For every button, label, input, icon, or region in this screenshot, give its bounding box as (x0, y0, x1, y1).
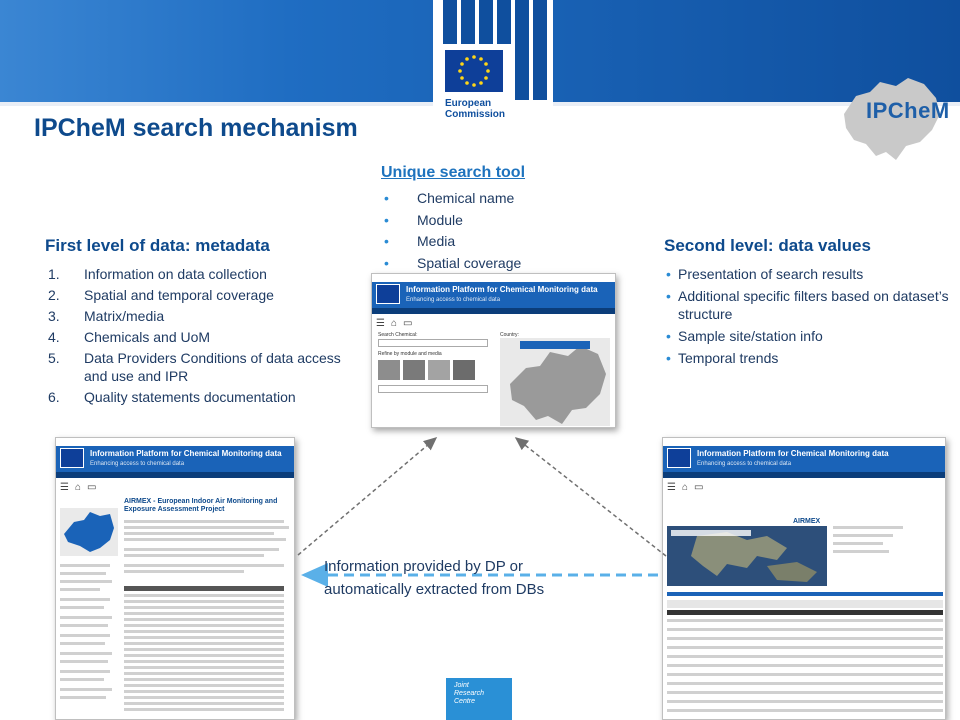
eu-flag-icon (667, 448, 691, 468)
arrow-right-to-search (516, 438, 666, 556)
cart-icon: ▭ (87, 482, 97, 493)
data-values-screenshot: Information Platform for Chemical Monitoring data Enhancing access to chemical data ☰ ⌂ ▭ AIRMEX (662, 437, 946, 720)
map-icon (667, 526, 827, 586)
list-item: • Chemical name (382, 189, 521, 207)
menu-icon: ☰ (60, 482, 69, 493)
list-item: 2. Spatial and temporal coverage (48, 287, 274, 303)
europe-map-icon (500, 338, 610, 426)
slide-title: IPCheM search mechanism (34, 114, 358, 142)
menu-icon: ☰ (667, 482, 676, 493)
info-caption: Information provided by DP or automatically extracted from DBs (324, 558, 545, 598)
data-values-heading: Second level: data values (664, 236, 871, 255)
arrow-left-to-search (298, 438, 436, 555)
eu-flag-icon (445, 50, 503, 92)
list-item: • Module (382, 211, 521, 229)
list-item: • Spatial coverage (382, 254, 521, 272)
europe-map-icon (60, 508, 118, 556)
ec-logo-text: European Commission (445, 98, 506, 120)
list-item: • Media (382, 232, 521, 250)
list-item: 5. Data Providers Conditions of data access and use and IPR (48, 350, 341, 384)
list-item: 1. Information on data collection (48, 266, 267, 282)
search-tool-list (382, 189, 521, 275)
list-item: • Sample site/station info (666, 327, 951, 345)
cart-icon: ▭ (403, 318, 413, 329)
home-icon: ⌂ (74, 482, 82, 493)
eu-flag-icon (60, 448, 84, 468)
list-item: 6. Quality statements documentation (48, 389, 296, 405)
unique-search-tool-heading: Unique search tool (381, 164, 526, 181)
european-commission-logo (433, 0, 553, 135)
jrc-logo: Joint Research Centre (446, 678, 512, 720)
list-item: • Temporal trends (666, 349, 951, 367)
menu-icon: ☰ (376, 318, 385, 329)
metadata-heading: First level of data: metadata (45, 236, 270, 255)
eu-flag-icon (376, 284, 400, 304)
metadata-list (48, 265, 358, 409)
list-item: 3. Matrix/media (48, 308, 165, 324)
list-item: • Additional specific filters based on dataset’s structure (666, 287, 951, 323)
search-tool-screenshot: Information Platform for Chemical Monitoring data Enhancing access to chemical data ☰ ⌂ ▭ Search Chemical: Refine by module and media Country: (371, 273, 616, 428)
list-item: 4. Chemicals and UoM (48, 329, 211, 345)
home-icon: ⌂ (681, 482, 689, 493)
home-icon: ⌂ (390, 318, 398, 329)
list-item: • Presentation of search results (666, 265, 951, 283)
metadata-screenshot: Information Platform for Chemical Monitoring data Enhancing access to chemical data ☰ ⌂ ▭ AIRMEX - European Indoor Air Monitoring and Exposure Assessment Project (55, 437, 295, 720)
data-values-list (666, 265, 951, 371)
cart-icon: ▭ (694, 482, 704, 493)
ipchem-logo: IPCheM (836, 74, 956, 164)
